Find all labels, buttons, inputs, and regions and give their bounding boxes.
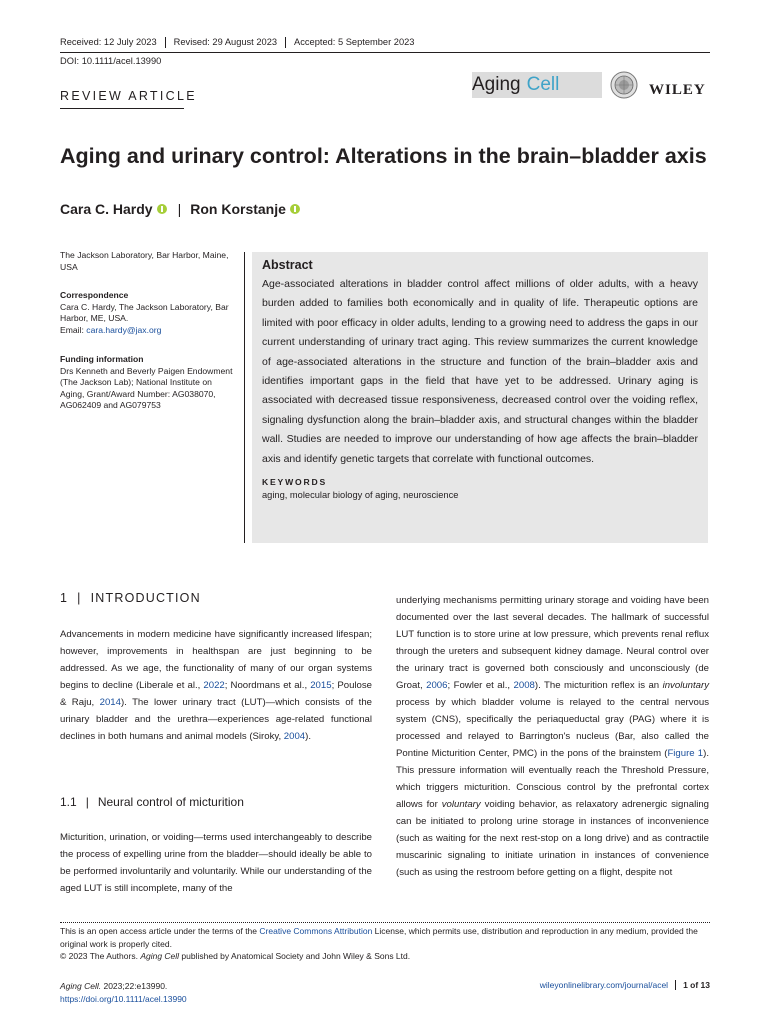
text-run: This is an open access article under the terms of the: [60, 926, 260, 936]
text-run: License, which permits use, distribution and reproduction in any medium, provided the original work is properly cited.: [60, 926, 698, 949]
text-run: © 2023 The Authors.: [60, 951, 141, 961]
funding-label: Funding information: [60, 354, 144, 364]
received-date: Received: 12 July 2023: [60, 37, 166, 48]
text-run: ). The lower urinary tract (LUT)—which consists of the urinary bladder and the urethra—experiences age-related functional declines in both humans and animal models (Siroky,: [60, 697, 372, 742]
citation-link[interactable]: 2014: [99, 697, 121, 708]
citation-link[interactable]: 2008: [513, 680, 535, 691]
author-name[interactable]: Cara C. Hardy: [60, 201, 153, 217]
header-rule: [60, 52, 710, 53]
doi: DOI: 10.1111/acel.13990: [60, 56, 162, 66]
citation-link[interactable]: 2006: [426, 680, 448, 691]
subsection-separator: |: [85, 795, 89, 809]
abstract-box: [252, 252, 708, 543]
abstract-divider: [244, 252, 245, 543]
license-text: [60, 925, 710, 950]
affiliation: The Jackson Laboratory, Bar Harbor, Maine, USA: [60, 250, 229, 272]
right-column-paragraph: [396, 592, 709, 881]
citation: [60, 980, 187, 1005]
abstract-text: Age-associated alterations in bladder control affect millions of older adults, with a heavy burden added to families both economically and in quality of life. Therapeutic options are limited with poor efficacy in older adults, lending to a growing need to address the gaps in our current understanding of urinary tract aging. This review summarizes the current knowledge of age-associated alterations in the structure and function of the brain–bladder axis and identifies important gaps in the field that have yet to be addressed. Urinary aging is associated with decreased tissue responsiveness, decreased control over the voiding reflex, signaling dysfunction along the brain–bladder axis, and structural changes within the bladder wall. Studies are needed to improve our understanding of how age affects the brain–bladder axis and identify genetic targets that correlate with functional outcomes.: [262, 278, 698, 465]
orcid-icon[interactable]: [290, 204, 300, 214]
micturition-paragraph: Micturition, urination, or voiding—terms used interchangeably to describe the process of expelling urine from the bladder—should ideally be able to be performed involuntarily and voluntarily. While our understanding of the aged LUT is still incomplete, many of the: [60, 832, 372, 894]
text-run: process by which bladder volume is relayed to the central nervous system (CNS), specifically the periaqueductal gray (PAG) where it is processed and relayed to Barrington's nucleus (Bar, also called the Pontine Micturition Center, PMC) in the pons of the brainstem (: [396, 697, 709, 759]
license-notice: [60, 925, 710, 963]
journal-logo[interactable]: [472, 72, 602, 98]
italic-term: involuntary: [662, 680, 709, 691]
section-heading: [60, 590, 372, 608]
journal-name-cell: Cell: [526, 74, 560, 95]
citation-link[interactable]: 2022: [203, 680, 225, 691]
keywords-heading: KEYWORDS: [262, 477, 328, 488]
correspondence-text: Cara C. Hardy, The Jackson Laboratory, Bar Harbor, ME, USA.: [60, 301, 229, 323]
author-list: [60, 201, 305, 217]
text-run: underlying mechanisms permitting urinary storage and voiding have been documented over the last several decades. The hallmark of successful LUT function is to store urine at low pressure, which prevents renal reflux through the ureters and subsequent kidney damage. Neural control over the urinary tract is governed both consciously and unconsciously (de Groat,: [396, 595, 709, 691]
orcid-icon[interactable]: [157, 204, 167, 214]
page-number: 1 of 13: [675, 980, 710, 990]
figure-link[interactable]: Figure 1: [667, 748, 704, 759]
article-title: Aging and urinary control: Alterations in the brain–bladder axis: [60, 144, 707, 168]
funding-text: Drs Kenneth and Beverly Paigen Endowment (The Jackson Lab); National Institute on Aging, Grant/Award Number: AG038070, AG062409 and AG079753: [60, 365, 233, 410]
citation-link[interactable]: 2004: [283, 731, 306, 742]
text-run: voiding behavior, as relaxatory adrenergic signaling can be initiated to prolong urine storage in instances of inconvenience (such as waiting for the next rest-stop on a long drive) and as contractile muscarinic signaling to initiate urination in instances of convenience (such as using the restroom before getting on a flight, despite not: [396, 799, 710, 878]
journal-name: Aging Cell: [140, 951, 180, 961]
article-type-rule: [60, 108, 184, 109]
subsection-number: 1.1: [60, 795, 77, 809]
text-run: ).: [305, 731, 312, 742]
doi-link[interactable]: https://doi.org/10.1111/acel.13990: [60, 993, 187, 1004]
email-link[interactable]: cara.hardy@jax.org: [86, 324, 162, 335]
text-run: ). The micturition reflex is an: [534, 680, 663, 691]
subsection-heading: [60, 794, 372, 812]
section-separator: |: [77, 591, 82, 605]
text-run: Advancements in modern medicine have significantly increased lifespan; however, improvements in healthspan are just beginning to be addressed. As we age, the functionality of many of our organ systems begins to decline (Liberale et al.,: [60, 629, 372, 691]
society-seal-icon: [610, 71, 638, 99]
journal-site-link[interactable]: wileyonlinelibrary.com/journal/acel: [539, 980, 669, 990]
section-number: 1: [60, 591, 69, 605]
article-dates: [60, 37, 422, 48]
intro-paragraph: [60, 626, 372, 745]
publisher-logo[interactable]: WILEY: [649, 82, 706, 98]
subsection-title: Neural control of micturition: [97, 795, 244, 809]
text-run: ; Fowler et al.,: [447, 680, 514, 691]
copyright: [60, 950, 710, 963]
correspondence: [60, 290, 235, 336]
text-run: ). This pressure information will eventually reach the Threshold Pressure, which triggers micturition. Conscious control by the prefrontal cortex allows for: [396, 748, 709, 810]
page-info: [540, 980, 710, 990]
revised-date: Revised: 29 August 2023: [166, 37, 286, 48]
author-name[interactable]: Ron Korstanje: [190, 201, 286, 217]
citation-journal: Aging Cell.: [60, 981, 102, 991]
keywords: aging, molecular biology of aging, neuroscience: [262, 490, 459, 501]
text-run: published by Anatomical Society and John Wiley & Sons Ltd.: [179, 951, 411, 961]
author-separator: |: [177, 201, 182, 217]
article-type: REVIEW ARTICLE: [60, 89, 197, 103]
accepted-date: Accepted: 5 September 2023: [294, 37, 415, 47]
section-title: INTRODUCTION: [90, 591, 201, 605]
email-label: Email:: [60, 324, 87, 335]
correspondence-label: Correspondence: [60, 290, 129, 300]
italic-term: voluntary: [441, 799, 481, 810]
journal-name-aging: Aging: [472, 74, 521, 95]
abstract-heading: Abstract: [262, 258, 313, 272]
funding-information: [60, 354, 235, 412]
citation-volume: 2023;22:e13990.: [101, 981, 168, 991]
text-run: ; Poulose & Raju,: [60, 680, 372, 708]
footer-rule: [60, 922, 710, 923]
text-run: ; Noordmans et al.,: [224, 680, 311, 691]
citation-link[interactable]: 2015: [310, 680, 332, 691]
license-link[interactable]: Creative Commons Attribution: [259, 926, 373, 936]
